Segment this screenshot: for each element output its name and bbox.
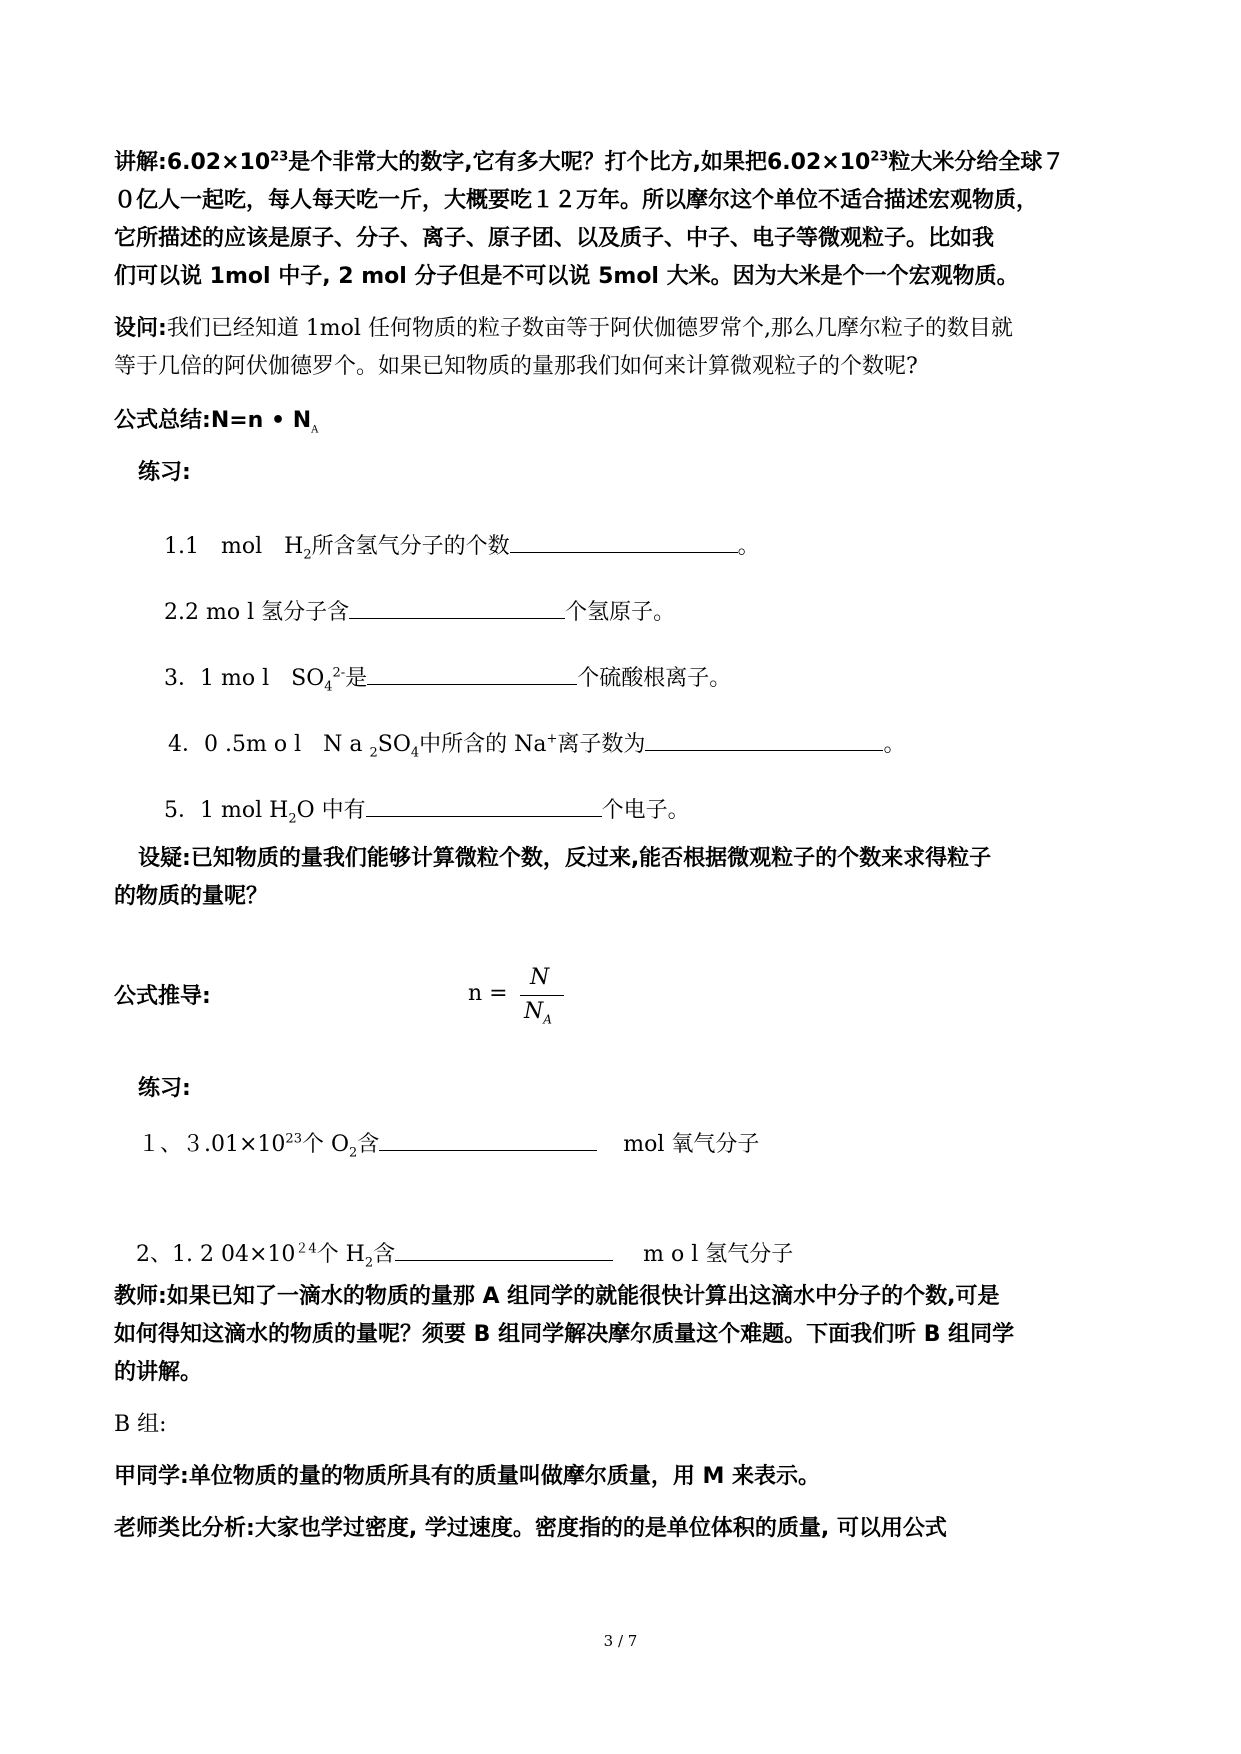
text: 3．1 mo l SO: [164, 666, 325, 691]
teacher-analysis-label: 老师类比分析:: [114, 1516, 255, 1541]
superscript: 23: [870, 149, 889, 165]
subscript: 4: [410, 745, 420, 761]
answer-blank[interactable]: [395, 1240, 613, 1261]
text: 1.1 mol H: [164, 534, 304, 559]
subscript: 2: [303, 547, 312, 563]
practice1-q3: [164, 664, 732, 695]
text: 个氢原子。: [565, 600, 676, 625]
explanation-line-3: 它所描述的应该是原子、分子、离子、原子团、以及质子、中子、电子等微观粒子。比如我: [114, 226, 995, 251]
text: 是: [345, 666, 368, 691]
text: 2、1. 2 04×10: [136, 1242, 296, 1267]
practice2-q2: [136, 1240, 794, 1271]
page-number: 3 / 7: [603, 1632, 638, 1650]
fraction-bar: [520, 995, 564, 996]
superscript: ２4: [295, 1241, 317, 1257]
formula-lhs: n =: [468, 981, 508, 1006]
practice1-q1: [164, 532, 760, 563]
subscript: 2: [349, 1145, 358, 1161]
practice-label-2: 练习:: [138, 1076, 191, 1101]
text: 大家也学过密度, 学过速度。密度指的的是单位体积的质量, 可以用公式: [254, 1516, 947, 1541]
text: 2.2 mo l 氢分子含: [164, 600, 350, 625]
subscript: 2: [364, 1255, 374, 1271]
question-line-1: [114, 316, 1013, 342]
text: SO: [377, 732, 411, 757]
answer-blank[interactable]: [379, 1130, 597, 1151]
text: １、３.01×10: [138, 1132, 286, 1157]
text: N: [524, 999, 544, 1024]
text: 个硫酸根离子。: [577, 666, 732, 691]
text: 个 O: [301, 1132, 349, 1157]
text: 。: [883, 732, 906, 757]
teacher-line-3: 的讲解。: [114, 1360, 203, 1385]
text: 如果已知了一滴水的物质的量那 A 组同学的就能很快计算出这滴水中分子的个数,可是: [166, 1284, 1000, 1309]
student-a-line: [114, 1464, 820, 1490]
explanation-label: 讲解:: [114, 150, 167, 175]
explanation-line-1: [114, 150, 1064, 176]
text: 个电子。: [601, 798, 690, 823]
text: 4．0 .5m o l N a: [168, 732, 370, 757]
answer-blank[interactable]: [510, 532, 738, 553]
text: 个 H: [316, 1242, 365, 1267]
text: 含: [357, 1132, 380, 1157]
text: 单位物质的量的物质所具有的质量叫做摩尔质量，用 M 来表示。: [188, 1464, 821, 1489]
student-a-label: 甲同学:: [114, 1464, 189, 1489]
practice2-q1: [138, 1130, 760, 1161]
explanation-line-2: ０亿人一起吃，每人每天吃一斤，大概要吃１２万年。所以摩尔这个单位不适合描述宏观物质，: [114, 188, 1039, 213]
superscript: 23: [270, 149, 289, 165]
practice1-q4: [168, 730, 906, 761]
question-line-2: 等于几倍的阿伏伽德罗个。如果已知物质的量那我们如何来计算微观粒子的个数呢?: [114, 354, 918, 379]
practice1-q2: [164, 598, 675, 626]
text: 我们已经知道 1mol 任何物质的粒子数亩等于阿伏伽德罗常个,那么几摩尔粒子的数目就: [166, 316, 1013, 341]
teacher-line-1: [114, 1284, 1000, 1310]
subscript: A: [311, 424, 319, 436]
formula-derivation-label: 公式推导:: [114, 984, 211, 1009]
practice-label-1: 练习:: [138, 460, 191, 485]
subscript: 2: [369, 745, 378, 761]
answer-blank[interactable]: [349, 598, 565, 619]
text: 6.02×10: [766, 150, 871, 175]
fraction-numerator: N: [530, 965, 550, 990]
doubt-line-2: 的物质的量呢？: [114, 884, 269, 909]
formula-summary-label: 公式总结:: [114, 408, 211, 433]
doubt-line-1: [138, 846, 991, 872]
superscript: +: [546, 731, 558, 747]
teacher-line-2: 如何得知这滴水的物质的量呢？须要 B 组同学解决摩尔质量这个难题。下面我们听 B 组同学: [114, 1322, 1015, 1347]
text: 离子数为: [557, 732, 646, 757]
group-b-heading: B 组:: [114, 1412, 167, 1437]
formula-summary: [114, 408, 318, 434]
formula-text: N=n • N: [210, 408, 312, 433]
text: 所含氢气分子的个数: [311, 534, 510, 559]
text: m o l 氢气分子: [643, 1242, 794, 1267]
question-label: 设问:: [114, 316, 167, 341]
text: O 中有: [296, 798, 366, 823]
superscript: 2-: [332, 665, 346, 681]
text: 是个非常大的数字,它有多大呢？打个比方,如果把: [288, 150, 767, 175]
subscript: 2: [288, 811, 297, 827]
subscript: 4: [324, 679, 333, 695]
fraction-denominator: [524, 999, 552, 1027]
answer-blank[interactable]: [366, 796, 602, 817]
superscript: 23: [285, 1131, 302, 1147]
doubt-label: 设疑:: [138, 846, 191, 871]
explanation-line-4: 们可以说 1mol 中子, 2 mol 分子但是不可以说 5mol 大米。因为大米是个一个宏观物质。: [114, 264, 1019, 289]
teacher-label: 教师:: [114, 1284, 167, 1309]
text: 已知物质的量我们能够计算微粒个数，反过来,能否根据微观粒子的个数来求得粒子: [190, 846, 992, 871]
teacher-analysis-line: [114, 1516, 947, 1542]
answer-blank[interactable]: [645, 730, 883, 751]
practice1-q5: [164, 796, 690, 827]
text: 。: [737, 534, 760, 559]
text: 含: [373, 1242, 396, 1267]
text: 5．1 mol H: [164, 798, 289, 823]
answer-blank[interactable]: [367, 664, 577, 685]
text: mol 氧气分子: [623, 1132, 760, 1157]
subscript: A: [543, 1012, 552, 1027]
text: 粒大米分给全球７: [888, 150, 1065, 175]
text: 中所含的 Na: [419, 732, 547, 757]
text: 6.02×10: [166, 150, 271, 175]
